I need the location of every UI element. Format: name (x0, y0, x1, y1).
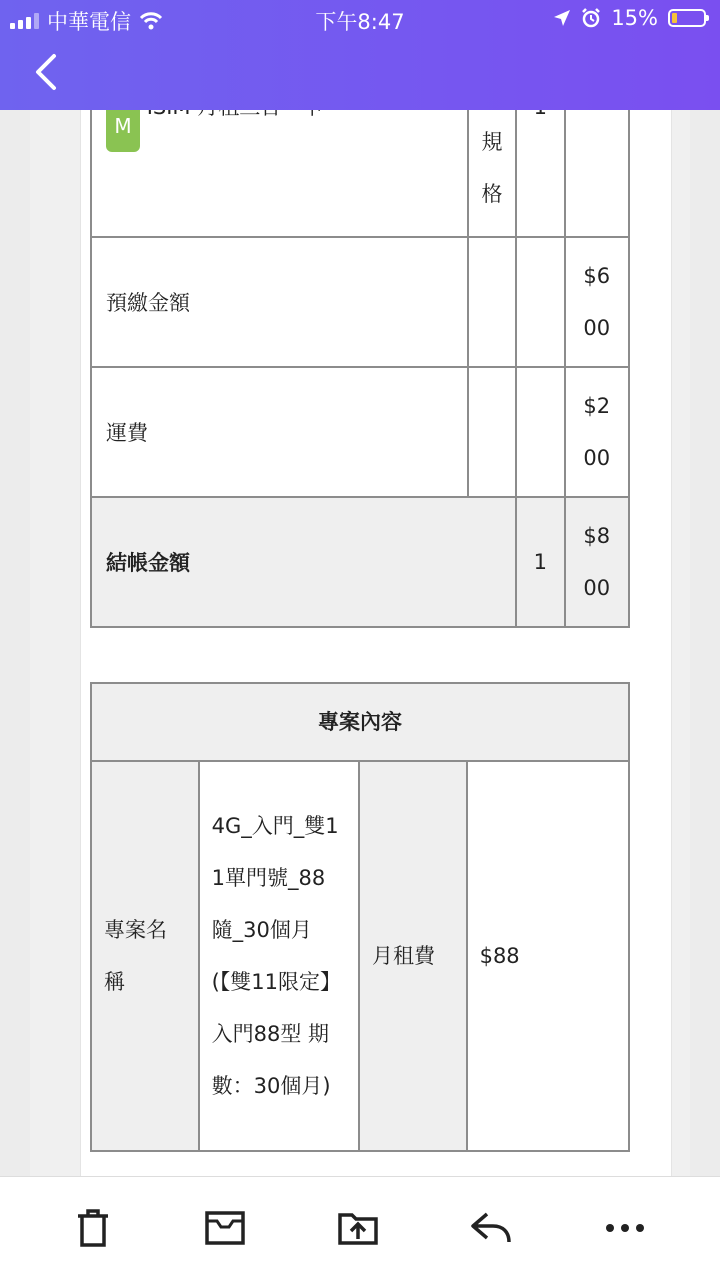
row-label: 運費 (91, 367, 468, 497)
plan-header: 專案內容 (91, 683, 629, 761)
more-icon (605, 1223, 645, 1233)
total-qty: 1 (516, 497, 564, 627)
archive-button[interactable] (200, 1203, 250, 1253)
alarm-icon (581, 8, 601, 28)
plan-name-label: 專案名稱 (91, 761, 199, 1151)
top-bar (0, 0, 720, 110)
row-amount: $2 00 (565, 367, 629, 497)
trash-icon (76, 1209, 110, 1247)
product-badge: M (106, 92, 140, 152)
total-label: 結帳金額 (91, 497, 516, 627)
reply-icon (469, 1210, 513, 1246)
carrier-name: 中華電信 (47, 10, 131, 34)
back-button[interactable] (28, 52, 68, 92)
plan-table (90, 682, 630, 1152)
row-label: 預繳金額 (91, 237, 468, 367)
row-amount: $6 00 (565, 237, 629, 367)
reply-button[interactable] (466, 1203, 516, 1253)
move-button[interactable] (333, 1203, 383, 1253)
status-bar (0, 0, 720, 38)
move-to-folder-icon (338, 1209, 378, 1247)
order-table (90, 90, 630, 628)
table-row (91, 237, 629, 367)
battery-icon (668, 9, 706, 27)
fee-label: 月租費 (359, 761, 467, 1151)
product-spec: 規格 (468, 91, 516, 237)
table-row (91, 91, 629, 237)
fee-value: $88 (467, 761, 629, 1151)
total-amount: $8 00 (565, 497, 629, 627)
delete-button[interactable] (68, 1203, 118, 1253)
battery-percent: 15% (611, 6, 658, 30)
table-row (91, 761, 629, 1151)
product-qty (516, 91, 564, 237)
more-button[interactable] (600, 1203, 650, 1253)
bottom-toolbar (0, 1176, 720, 1281)
plan-name-value: 4G_入門_雙11單門號_88隨_30個月(【雙11限定】入門88型 期數：30個月) (199, 761, 359, 1151)
page-background (30, 110, 690, 1176)
table-row (91, 367, 629, 497)
status-time: 下午8:47 (315, 10, 405, 34)
total-row (91, 497, 629, 627)
archive-icon (205, 1211, 245, 1245)
location-icon (553, 9, 571, 27)
table-row (91, 683, 629, 761)
chevron-left-icon (38, 56, 54, 88)
